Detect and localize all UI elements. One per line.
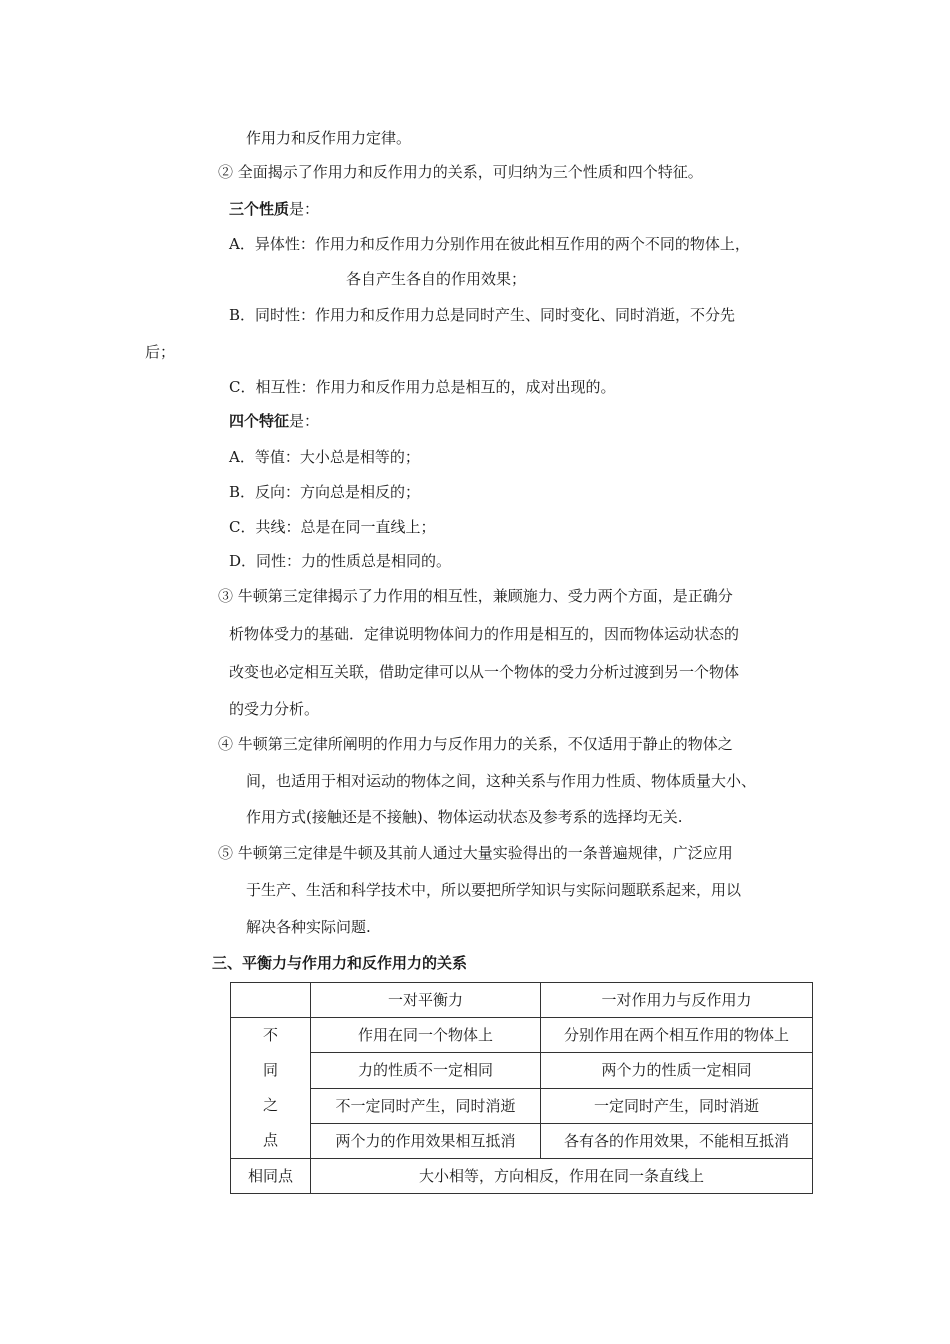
table-cell: 一定同时产生，同时消逝	[541, 1088, 813, 1123]
property-b: B．同时性：作用力和反作用力总是同时产生、同时变化、同时消逝，不分先	[229, 306, 736, 324]
property-a-continued: 各自产生各自的作用效果；	[346, 270, 527, 288]
differences-label-char: 点	[262, 1131, 278, 1149]
differences-label-char: 不	[262, 1026, 278, 1044]
table-row-same	[231, 1159, 813, 1194]
paragraph-5-line-3: 解决各种实际问题.	[246, 918, 371, 936]
paragraph-3-line-4: 的受力分析。	[229, 700, 320, 718]
feature-b: B．反向：方向总是相反的；	[229, 483, 421, 501]
paragraph-3-line-1: ③ 牛顿第三定律揭示了力作用的相互性，兼顾施力、受力两个方面，是正确分	[218, 587, 733, 605]
table-cell: 不一定同时产生，同时消逝	[311, 1088, 541, 1123]
three-properties-title: 三个性质	[229, 200, 290, 218]
differences-label-char: 同	[262, 1061, 278, 1079]
four-features-heading	[229, 411, 319, 431]
feature-d: D．同性：力的性质总是相同的。	[229, 552, 452, 570]
table-cell: 分别作用在两个相互作用的物体上	[541, 1018, 813, 1053]
paragraph-3-line-2: 析物体受力的基础．定律说明物体间力的作用是相互的，因而物体运动状态的	[229, 625, 740, 643]
table-cell: 作用在同一个物体上	[311, 1018, 541, 1053]
differences-label-char: 之	[262, 1096, 278, 1114]
paragraph-4-line-2: 间，也适用于相对运动的物体之间，这种关系与作用力性质、物体质量大小、	[246, 772, 757, 790]
section-title: 三、平衡力与作用力和反作用力的关系	[212, 954, 468, 972]
property-c: C．相互性：作用力和反作用力总是相互的，成对出现的。	[229, 378, 616, 396]
paragraph-2: ② 全面揭示了作用力和反作用力的关系，可归纳为三个性质和四个特征。	[218, 163, 703, 181]
four-features-title: 四个特征	[229, 412, 290, 430]
table-header-row	[231, 983, 813, 1018]
table-header-empty	[231, 983, 311, 1018]
paragraph-5-line-2: 于生产、生活和科学技术中，所以要把所学知识与实际问题联系起来，用以	[246, 881, 742, 899]
table-row	[231, 1018, 813, 1053]
table-cell: 两个力的性质一定相同	[541, 1053, 813, 1088]
property-b-continued: 后；	[145, 343, 176, 361]
differences-label	[231, 1018, 311, 1159]
feature-a: A．等值：大小总是相等的；	[229, 448, 420, 466]
same-point-label: 相同点	[231, 1159, 311, 1194]
table-header-balanced-forces: 一对平衡力	[311, 983, 541, 1018]
paragraph-4-line-1: ④ 牛顿第三定律所阐明的作用力与反作用力的关系，不仅适用于静止的物体之	[218, 735, 733, 753]
paragraph-3-line-3: 改变也必定相互关联，借助定律可以从一个物体的受力分析过渡到另一个物体	[229, 663, 740, 681]
table-row	[231, 1053, 813, 1088]
property-a: A．异体性：作用力和反作用力分别作用在彼此相互作用的两个不同的物体上，	[229, 235, 750, 253]
table-cell: 各有各的作用效果，不能相互抵消	[541, 1123, 813, 1158]
table-row	[231, 1088, 813, 1123]
table-row	[231, 1123, 813, 1158]
table-cell: 力的性质不一定相同	[311, 1053, 541, 1088]
same-point-text: 大小相等，方向相反，作用在同一条直线上	[311, 1159, 813, 1194]
table-cell: 两个力的作用效果相互抵消	[311, 1123, 541, 1158]
intro-line: 作用力和反作用力定律。	[246, 129, 412, 147]
comparison-table	[230, 982, 813, 1194]
table-header-action-reaction: 一对作用力与反作用力	[541, 983, 813, 1018]
feature-c: C．共线：总是在同一直线上；	[229, 518, 436, 536]
three-properties-heading	[229, 199, 319, 219]
paragraph-4-line-3: 作用方式(接触还是不接触)、物体运动状态及参考系的选择均无关.	[246, 808, 683, 826]
four-features-suffix: 是：	[289, 412, 320, 430]
three-properties-suffix: 是：	[289, 200, 320, 218]
paragraph-5-line-1: ⑤ 牛顿第三定律是牛顿及其前人通过大量实验得出的一条普遍规律，广泛应用	[218, 844, 733, 862]
